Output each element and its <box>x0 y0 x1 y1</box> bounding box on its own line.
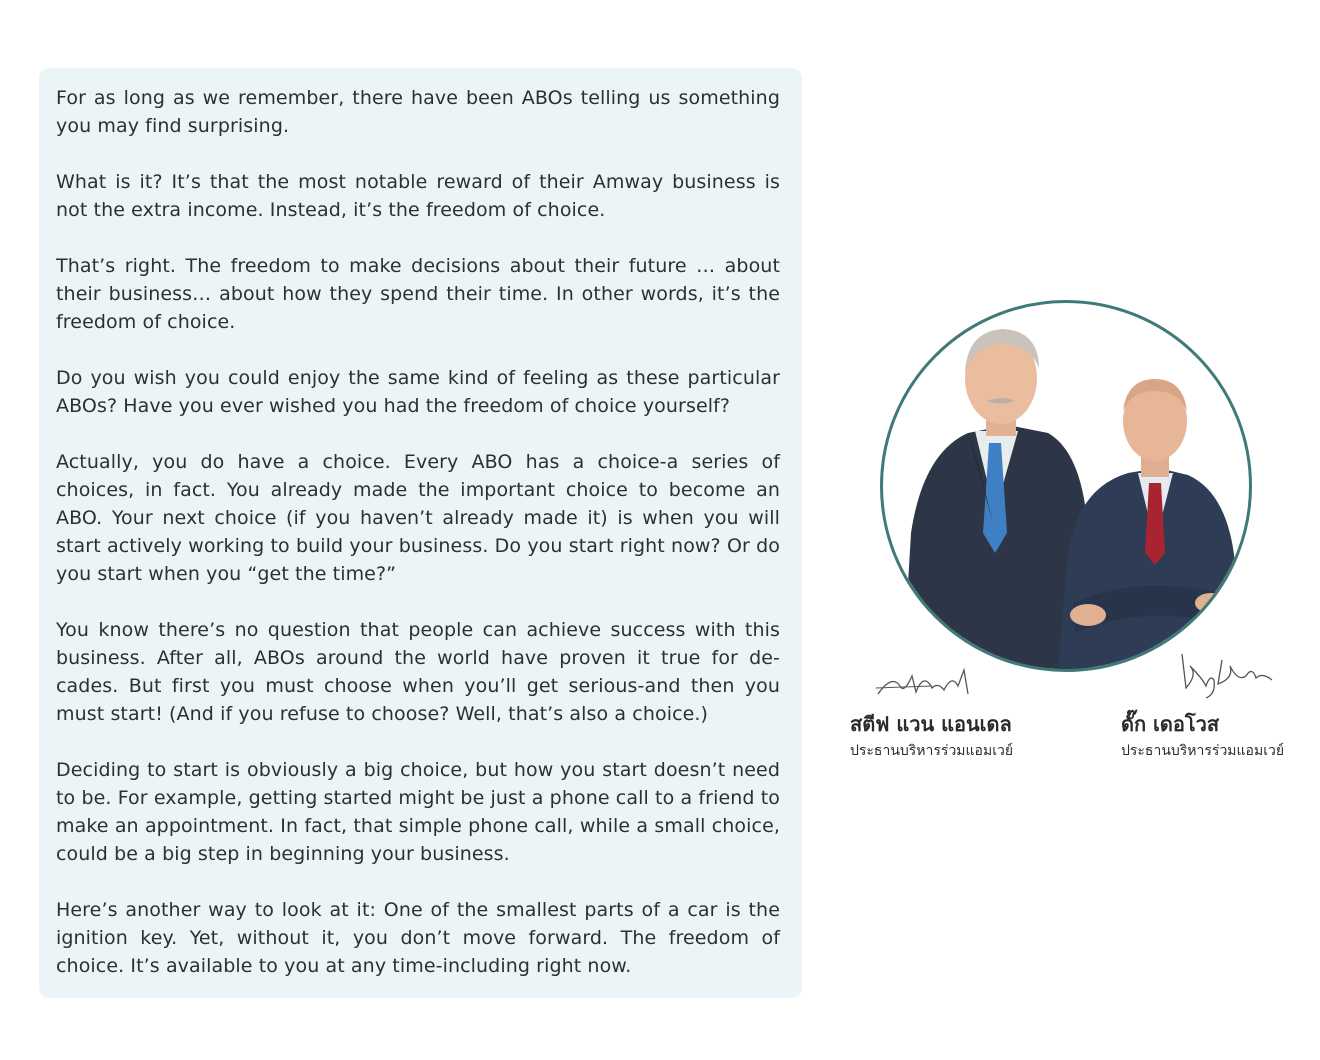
letter-paragraph-3: That’s right. The freedom to make decisions about their future … about their business… about how they spend their time. In other words, it’s the freedom of choice. <box>56 255 780 333</box>
letter-paragraph-4: Do you wish you could enjoy the same kind of feeling as these particular ABOs? Have you ever wished you had the freedom of choice yourself? <box>56 367 780 417</box>
signatory-name-left: สตีฟ แวน แอนเดล <box>850 712 1012 736</box>
leaders-illustration <box>883 303 1249 669</box>
signature-left <box>872 664 982 704</box>
leaders-photo <box>880 300 1252 672</box>
right-man-figure <box>1058 379 1241 669</box>
signatory-title-right: ประธานบริหารร่วมแอมเวย์ <box>1121 743 1285 759</box>
letter-paragraph-5: Actually, you do have a choice. Every ABO has a choice-a series of choices, in fact. You already made the important choice to become an ABO. Your next choice (if you haven’t already made it) is when you will start actively working to build your business. Do you start right now? Or do you start when you “get the time?” <box>56 451 780 585</box>
letter-paragraph-2: What is it? It’s that the most notable reward of their Amway business is not the extra income. Instead, it’s the freedom of choice. <box>56 171 780 221</box>
letter-box <box>39 68 802 998</box>
letter-paragraph-7: Deciding to start is obviously a big choice, but how you start doesn’t need to be. For example, getting started might be just a phone call to a friend to make an appointment. In fact, that simple phone call, while a small choice, could be a big step in beginning your business. <box>56 759 780 865</box>
letter-paragraph-8: Here’s another way to look at it: One of the smallest parts of a car is the ignition key. Yet, without it, you don’t move forward. The freedom of choice. It’s available to you at any time-including right now. <box>56 899 780 977</box>
signature-right <box>1176 644 1276 700</box>
signatory-title-left: ประธานบริหารร่วมแอมเวย์ <box>850 743 1014 759</box>
letter-paragraph-6: You know there’s no question that people can achieve success with this business. After all, ABOs around the world have proven it true for de-cades. But first you must choose when you’ll get serious-and then you must start! (And if you refuse to choose? Well, that’s also a choice.) <box>56 619 780 725</box>
signatory-name-right: ดั๊ก เดอโวส <box>1121 712 1220 736</box>
letter-paragraph-1: For as long as we remember, there have been ABOs telling us something you may find surprising. <box>56 87 780 137</box>
